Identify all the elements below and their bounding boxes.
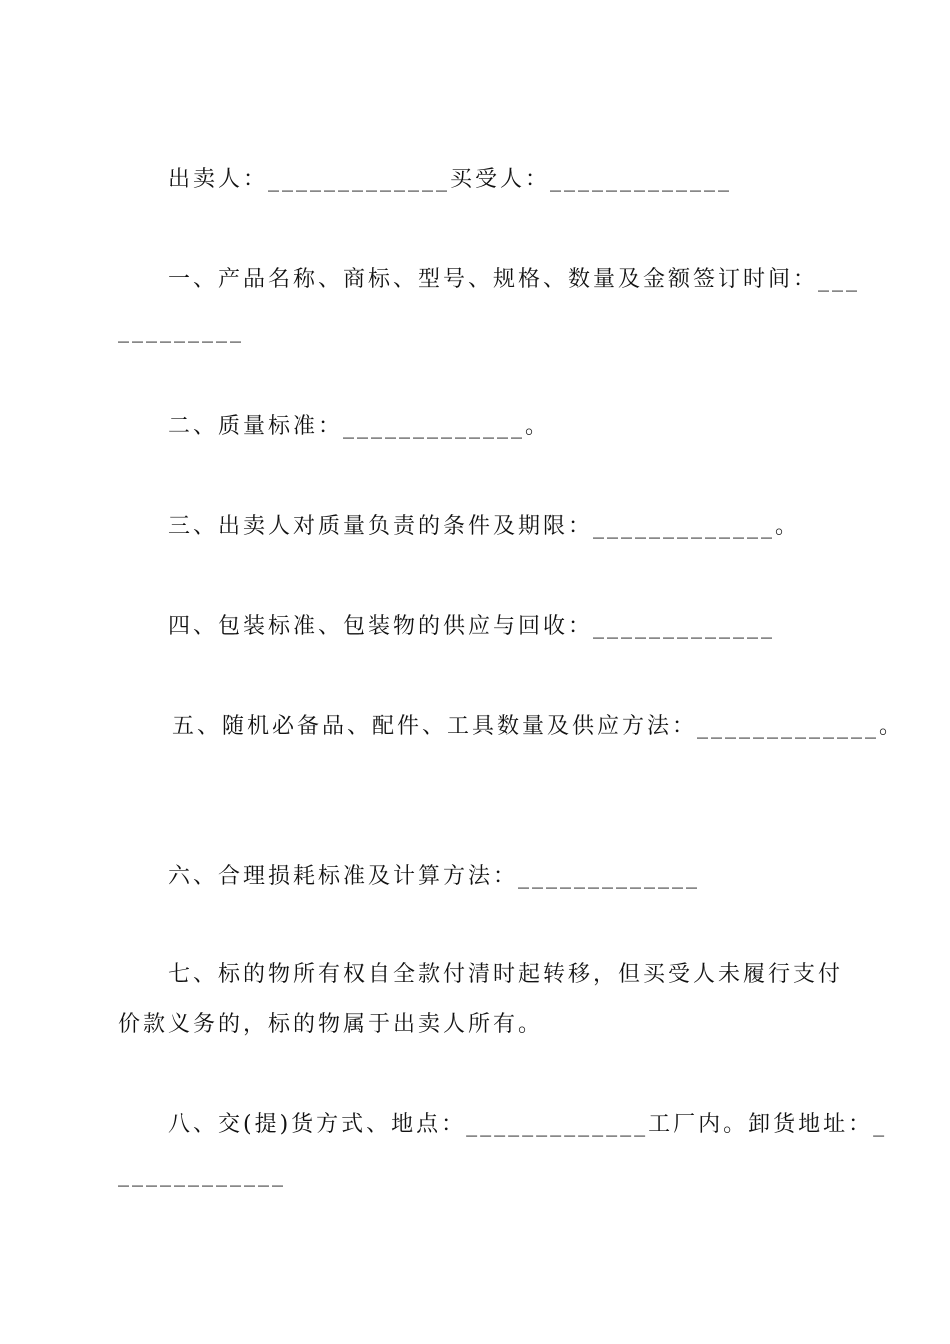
clause-8-line-2: ____________: [118, 1162, 286, 1187]
clause-1-line-1: 一、产品名称、商标、型号、规格、数量及金额签订时间：___: [168, 267, 861, 292]
clause-4: 四、包装标准、包装物的供应与回收：_____________: [168, 614, 776, 639]
clause-7-line-1: 七、标的物所有权自全款付清时起转移，但买受人未履行支付: [168, 962, 844, 987]
clause-1-line-2: _________: [118, 318, 244, 343]
seller-buyer-line: 出卖人：_____________买受人：_____________: [168, 167, 733, 192]
clause-5: 五、随机必备品、配件、工具数量及供应方法：_____________。: [172, 714, 905, 739]
clause-8-line-1: 八、交(提)货方式、地点：_____________工厂内。卸货地址：_: [168, 1112, 888, 1137]
clause-2: 二、质量标准：_____________。: [168, 414, 551, 439]
clause-3: 三、出卖人对质量负责的条件及期限：_____________。: [168, 514, 801, 539]
clause-7-line-2: 价款义务的，标的物属于出卖人所有。: [118, 1012, 544, 1037]
clause-6: 六、合理损耗标准及计算方法：_____________: [168, 864, 701, 889]
